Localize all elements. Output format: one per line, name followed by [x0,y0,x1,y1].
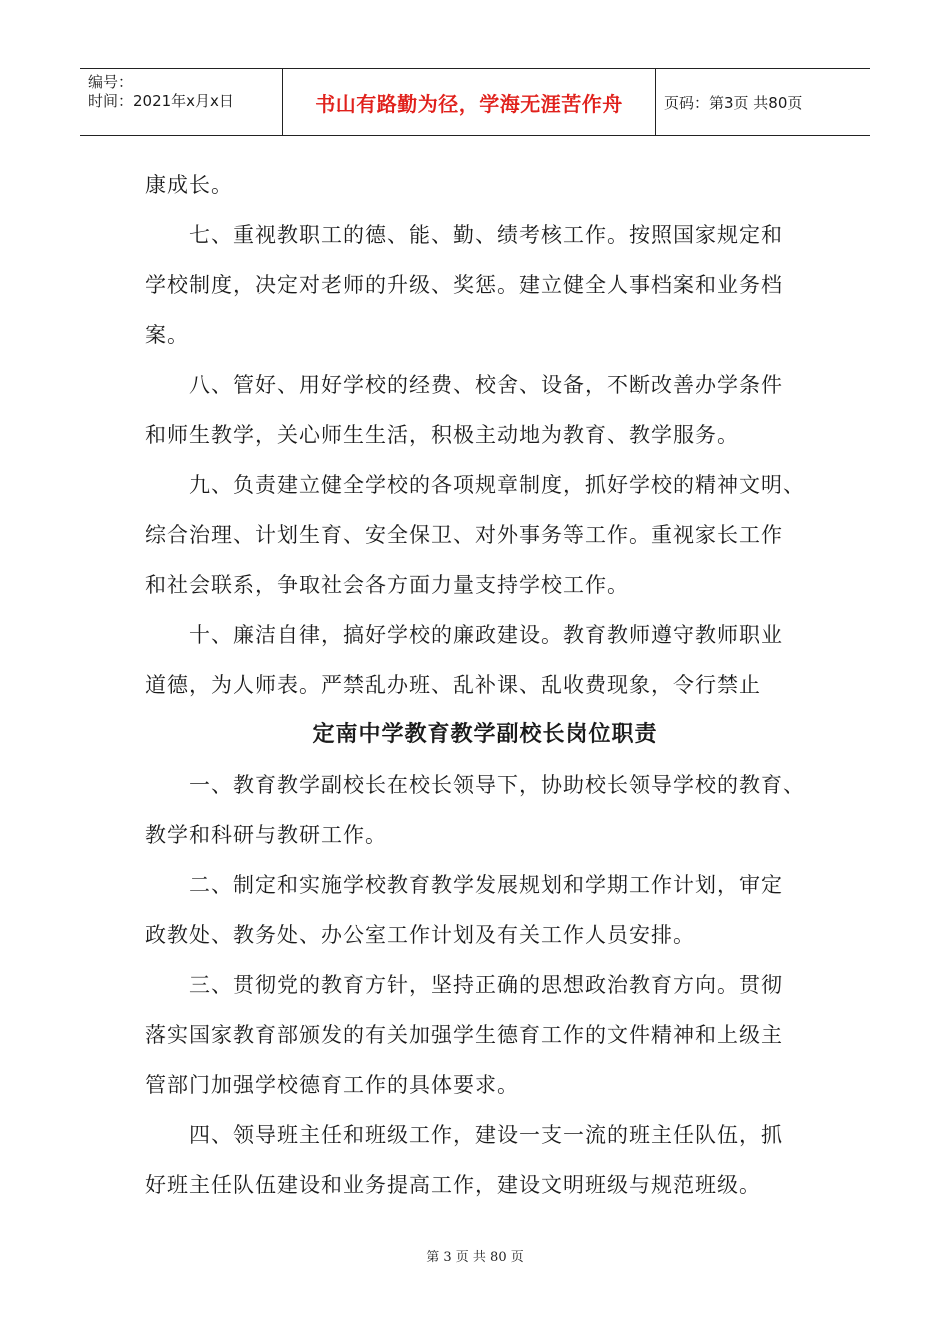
paragraph-line: 落实国家教育部颁发的有关加强学生德育工作的文件精神和上级主 [145,1023,783,1047]
paragraph-line: 一、教育教学副校长在校长领导下，协助校长领导学校的教育、 [189,773,805,797]
paragraph-line: 案。 [145,323,189,347]
paragraph-line: 康成长。 [145,173,233,197]
paragraph-line: 和社会联系，争取社会各方面力量支持学校工作。 [145,573,629,597]
header-meta [80,69,283,135]
paragraph-line: 管部门加强学校德育工作的具体要求。 [145,1073,519,1097]
paragraph-line: 教学和科研与教研工作。 [145,823,387,847]
page-header [80,68,870,136]
paragraph-line: 二、制定和实施学校教育教学发展规划和学期工作计划，审定 [189,873,783,897]
paragraph-line: 九、负责建立健全学校的各项规章制度，抓好学校的精神文明、 [189,473,805,497]
paragraph-line: 八、管好、用好学校的经费、校舍、设备，不断改善办学条件 [189,373,783,397]
paragraph-line: 综合治理、计划生育、安全保卫、对外事务等工作。重视家长工作 [145,523,783,547]
paragraph-line: 四、领导班主任和班级工作，建设一支一流的班主任队伍，抓 [189,1123,783,1147]
paragraph-line: 好班主任队伍建设和业务提高工作，建设文明班级与规范班级。 [145,1173,761,1197]
paragraph-line: 十、廉洁自律，搞好学校的廉政建设。教育教师遵守教师职业 [189,623,783,647]
paragraph-line: 七、重视教职工的德、能、勤、绩考核工作。按照国家规定和 [189,223,783,247]
paragraph-line: 和师生教学，关心师生生活，积极主动地为教育、教学服务。 [145,423,739,447]
section-title: 定南中学教育教学副校长岗位职责 [312,722,658,747]
document-number-label: 编号： [88,73,134,91]
document-date: 时间：2021年x月x日 [88,92,234,110]
page-footer: 第 3 页 共 80 页 [426,1250,524,1265]
paragraph-line: 学校制度，决定对老师的升级、奖惩。建立健全人事档案和业务档 [145,273,783,297]
document-body [145,160,825,1210]
paragraph-line: 道德，为人师表。严禁乱办班、乱补课、乱收费现象，令行禁止 [145,673,761,697]
header-motto: 书山有路勤为径，学海无涯苦作舟 [283,69,656,135]
header-page-info: 页码：第3页 共80页 [664,93,803,112]
paragraph-line: 三、贯彻党的教育方针，坚持正确的思想政治教育方向。贯彻 [189,973,783,997]
paragraph-line: 政教处、教务处、办公室工作计划及有关工作人员安排。 [145,923,695,947]
